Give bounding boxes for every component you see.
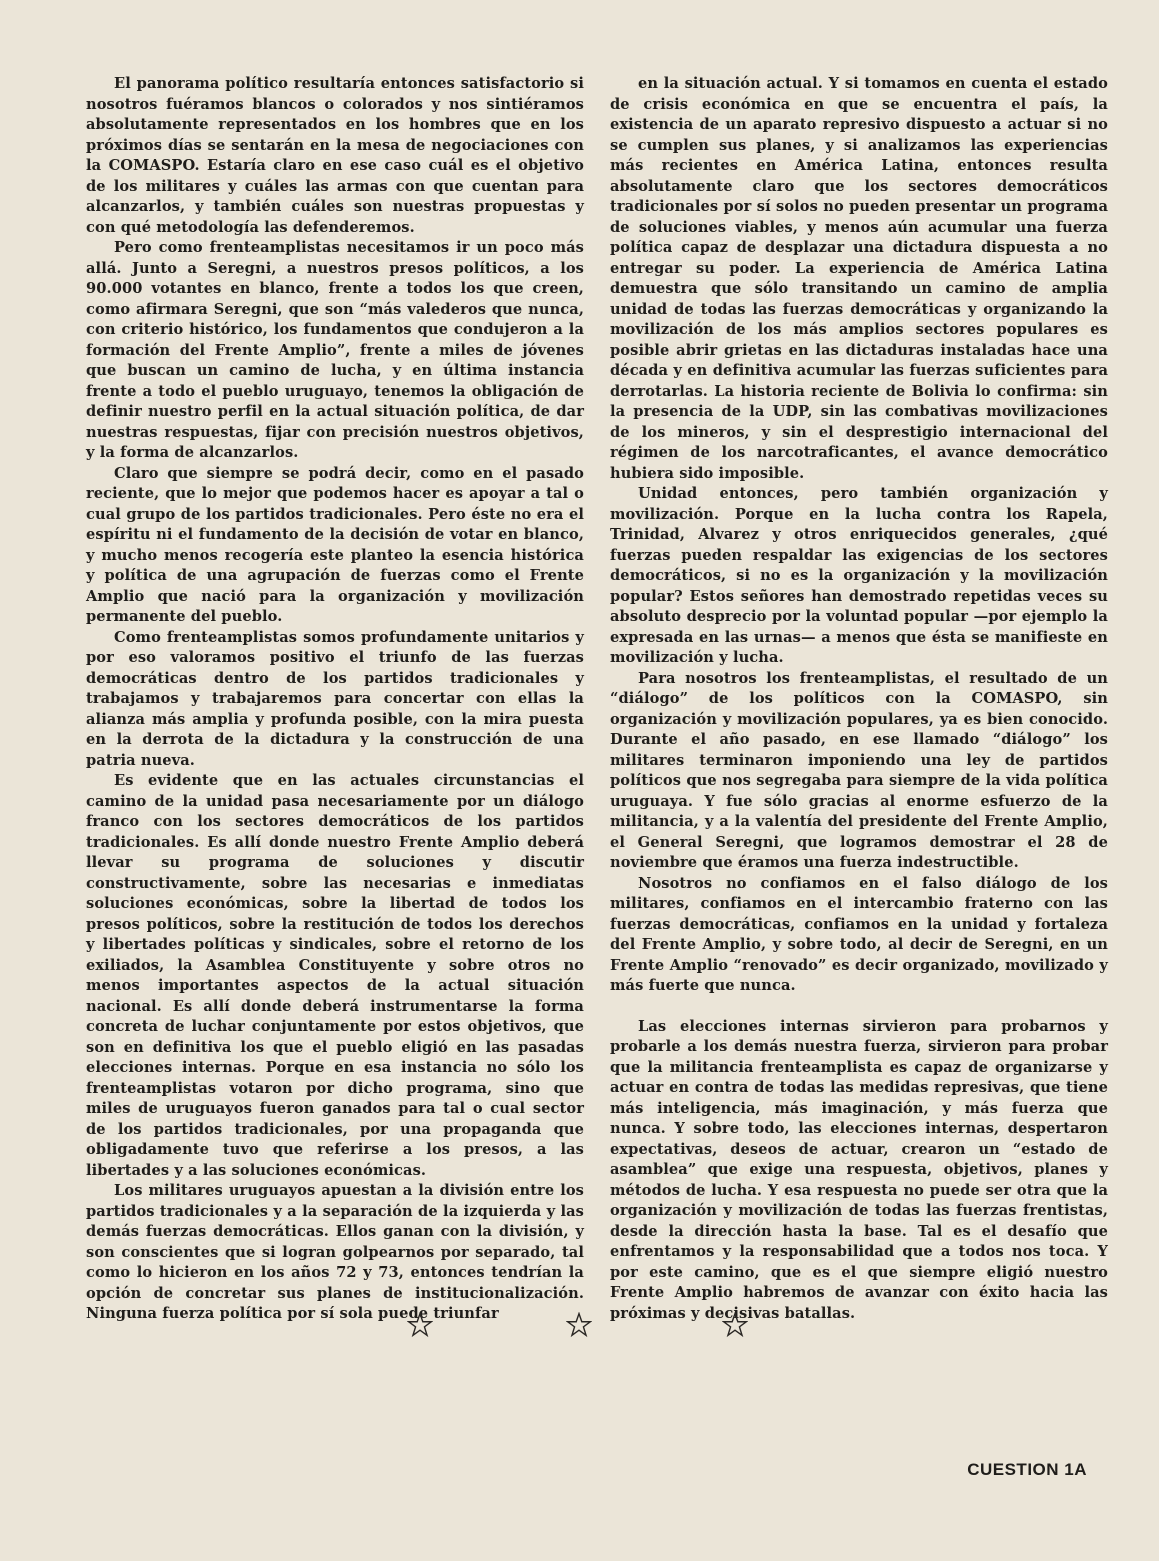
paragraph: en la situación actual. Y si tomamos en cuenta el estado de crisis económica en que se encuentra el país, la existencia de un aparato represivo dispuesto a actuar si no se cumplen sus planes, y si analizamos las experiencias más recientes en América Latina, entonces resulta absolutamente claro que los sectores democráticos tradicionales por sí solos no pueden presentar un programa de soluciones viables, y menos aún acumular una fuerza política capaz de desplazar una dictadura dispuesta a no entregar su poder. La experiencia de América Latina demuestra que sólo transitando un camino de amplia unidad de todas las fuerzas democráticas y organizando la movilización de los más amplios sectores populares es posible abrir grietas en las dictaduras instaladas hace una década y en definitiva acumular las fuerzas suficientes para derrotarlas. La historia reciente de Bolivia lo confirma: sin la presencia de la UDP, sin las combativas movilizaciones de los mineros, y sin el desprestigio internacional del régimen de los narcotraficantes, el avance democrático hubiera sido imposible. (610, 75, 1108, 482)
star-icon (407, 1312, 433, 1338)
paragraph: Nosotros no confiamos en el falso diálogo de los militares, confiamos en el intercambio fraterno con las fuerzas democráticas, confiamos en la unidad y fortaleza del Frente Amplio, y sobre todo, al decir de Seregni, en un Frente Amplio “renovado” es decir organizado, movilizado y más fuerte que nunca. (610, 874, 1108, 994)
paragraph: Como frenteamplistas somos profundamente unitarios y por eso valoramos positivo el triunfo de las fuerzas democráticas dentro de los partidos tradicionales y trabajamos y trabajaremos para concertar con ellas la alianza más amplia y profunda posible, con la mira puesta en la derrota de la dictadura y la construcción de una patria nueva. (86, 628, 584, 769)
star-divider (0, 1312, 1159, 1342)
star-icon (566, 1312, 592, 1338)
star-icon (722, 1312, 748, 1338)
paragraph: Los militares uruguayos apuestan a la división entre los partidos tradicionales y a la separación de la izquierda y las demás fuerzas democráticas. Ellos ganan con la división, y son conscientes que si logran golpearnos por separado, tal como lo hicieron en los años 72 y 73, entonces tendrían la opción de concretar sus planes de institucionalización. Ninguna fuerza política por sí sola puede triunfar (86, 1182, 584, 1322)
paragraph: Las elecciones internas sirvieron para probarnos y probarle a los demás nuestra fuerza, sirvieron para probar que la militancia frenteamplista es capaz de organizarse y actuar en contra de todas las medidas represivas, que tiene más inteligencia, más imaginación, y más fuerza que nunca. Y sobre todo, las elecciones internas, despertaron expectativas, deseos de actuar, crearon un “estado de asamblea” que exige una respuesta, objetivos, planes y métodos de lucha. Y esa respuesta no puede ser otra que la organización y movilización de todas las fuerzas frentistas, desde la dirección hasta la base. Tal es el desafío que enfrentamos y la responsabilidad que a todos nos toca. Y por este camino, que es el que siempre eligió nuestro Frente Amplio habremos de avanzar con éxito hacia las próximas y decisivas batallas. (610, 1017, 1108, 1322)
left-column (86, 74, 584, 1325)
paragraph: Unidad entonces, pero también organización y movilización. Porque en la lucha contra los Rapela, Trinidad, Alvarez y otros enriquecidos generales, ¿qué fuerzas pueden respaldar las exigencias de los sectores democráticos, si no es la organización y la movilización popular? Estos señores han demostrado repetidas veces su absoluto desprecio por la voluntad popular —por ejemplo la expresada en las urnas— a menos que ésta se manifieste en movilización y lucha. (610, 485, 1108, 666)
paragraph: Claro que siempre se podrá decir, como en el pasado reciente, que lo mejor que podemos hacer es apoyar a tal o cual grupo de los partidos tradicionales. Pero éste no era el espíritu ni el fundamento de la decisión de votar en blanco, y mucho menos recogería este planteo la esencia histórica y política de una agrupación de fuerzas como el Frente Amplio que nació para la organización y movilización permanente del pueblo. (86, 464, 584, 625)
paragraph: Es evidente que en las actuales circunstancias el camino de la unidad pasa necesariamente por un diálogo franco con los sectores democráticos de los partidos tradicionales. Es allí donde nuestro Frente Amplio deberá llevar su programa de soluciones y discutir constructivamente, sobre las necesarias e inmediatas soluciones económicas, sobre la libertad de todos los presos políticos, sobre la restitución de todos los derechos y libertades políticas y sindicales, sobre el retorno de los exiliados, la Asamblea Constituyente y sobre otros no menos importantes aspectos de la actual situación nacional. Es allí donde deberá instrumentarse la forma concreta de luchar conjuntamente por estos objetivos, que son en definitiva los que el pueblo eligió en las pasadas elecciones internas. Porque en esa instancia no sólo los frenteamplistas votaron por dicho programa, sino que miles de uruguayos fueron ganados para tal o cual sector de los partidos tradicionales, por una propaganda que obligadamente tuvo que referirse a los presos, a las libertades y a las soluciones económicas. (86, 772, 584, 1179)
publication-footer: CUESTION 1A (967, 1460, 1087, 1479)
paragraph: Para nosotros los frenteamplistas, el resultado de un “diálogo” de los políticos con la COMASPO, sin organización y movilización populares, ya es bien conocido. Durante el año pasado, en ese llamado “diálogo” los militares terminaron imponiendo una ley de partidos políticos que nos segregaba para siempre de la vida política uruguaya. Y fue sólo gracias al enorme esfuerzo de la militancia, y a la valentía del presidente del Frente Amplio, el General Seregni, que logramos demostrar el 28 de noviembre que éramos una fuerza indestructible. (610, 669, 1108, 871)
paragraph: Pero como frenteamplistas necesitamos ir un poco más allá. Junto a Seregni, a nuestros presos políticos, a los 90.000 votantes en blanco, frente a todos los que creen, como afirmara Seregni, que son “más valederos que nunca, con criterio histórico, los fundamentos que condujeron a la formación del Frente Amplio”, frente a miles de jóvenes que buscan un camino de lucha, y en última instancia frente a todo el pueblo uruguayo, tenemos la obligación de definir nuestro perfil en la actual situación política, de dar nuestras respuestas, fijar con precisión nuestros objetivos, y la forma de alcanzarlos. (86, 239, 584, 461)
right-column (610, 74, 1108, 1324)
paragraph: El panorama político resultaría entonces satisfactorio si nosotros fuéramos blancos o colorados y nos sintiéramos absolutamente representados en los hombres que en los próximos días se sentarán en la mesa de negociaciones con la COMASPO. Estaría claro en ese caso cuál es el objetivo de los militares y cuáles las armas con que cuentan para alcanzarlos, y también cuáles son nuestras propuestas y con qué metodología las defenderemos. (86, 75, 584, 236)
